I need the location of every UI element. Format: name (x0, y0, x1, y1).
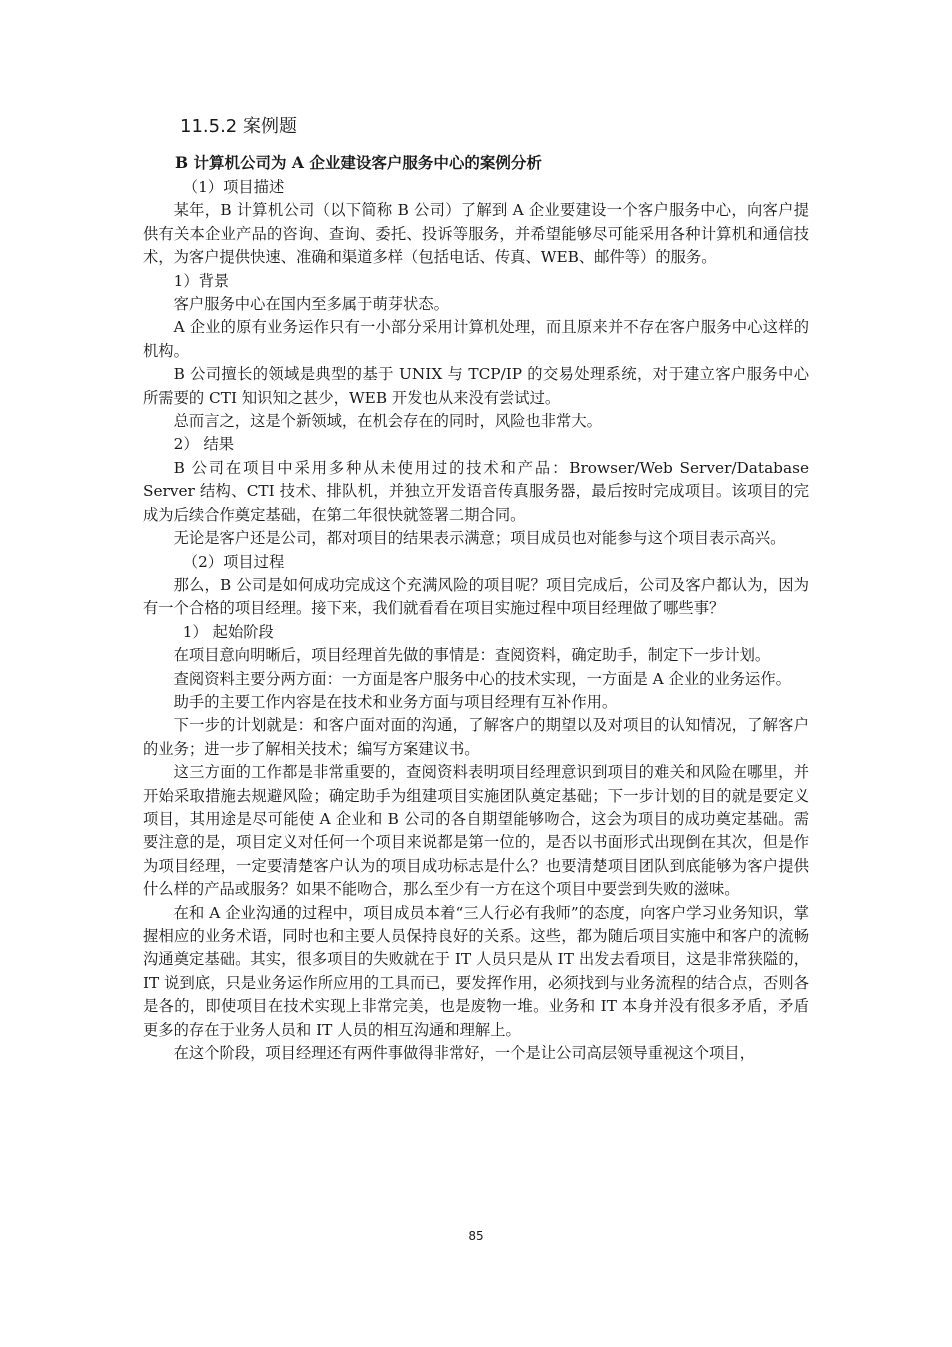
paragraph: 那么，B 公司是如何成功完成这个充满风险的项目呢？项目完成后，公司及客户都认为，因为有一个合格的项目经理。接下来，我们就看看在项目实施过程中项目经理做了哪些事？ (143, 575, 809, 618)
paragraph: 查阅资料主要分两方面：一方面是客户服务中心的技术实现，一方面是 A 企业的业务运作。 (173, 669, 791, 688)
page-number: 85 (468, 1229, 484, 1243)
paragraph: 客户服务中心在国内至多属于萌芽状态。 (173, 295, 449, 314)
paragraph: B 公司擅长的领域是典型的基于 UNIX 与 TCP/IP 的交易处理系统，对于建立客户服务中心所需要的 CTI 知识知之甚少，WEB 开发也从来没有尝试过。 (143, 365, 809, 407)
subheading-project-process: （2）项目过程 (182, 552, 285, 571)
paragraph: 某年，B 计算机公司（以下简称 B 公司）了解到 A 企业要建设一个客户服务中心，向客户提供有关本企业产品的咨询、查询、委托、投诉等服务，并希望能够尽可能采用各种计算机和通信技术，为客户提供快速、准确和渠道多样（包括电话、传真、WEB、邮件等）的服务。 (143, 201, 809, 267)
paragraph: 无论是客户还是公司，都对项目的结果表示满意；项目成员也对能参与这个项目表示高兴。 (173, 529, 786, 548)
paragraph: 在这个阶段，项目经理还有两件事做得非常好，一个是让公司高层领导重视这个项目， (173, 1044, 755, 1063)
subheading-background: 1）背景 (173, 271, 230, 290)
paragraph: 下一步的计划就是：和客户面对面的沟通，了解客户的期望以及对项目的认知情况，了解客户的业务；进一步了解相关技术；编写方案建议书。 (143, 716, 809, 758)
paragraph: 助手的主要工作内容是在技术和业务方面与项目经理有互补作用。 (173, 692, 618, 711)
subheading-initial-stage: 1） 起始阶段 (182, 622, 274, 641)
paragraph: B 公司在项目中采用多种从未使用过的技术和产品：Browser/Web Server/Database Server 结构、CTI 技术、排队机，并独立开发语音传真服务器，最后按时完成项目。该项目的完成为后续合作奠定基础，在第二年很快就签署二期合同。 (143, 458, 809, 524)
paragraph: A 企业的原有业务运作只有一小部分采用计算机处理，而且原来并不存在客户服务中心这样的机构。 (143, 318, 809, 360)
section-heading: 11.5.2 案例题 (180, 116, 297, 137)
body-text (143, 176, 809, 1065)
paragraph: 这三方面的工作都是非常重要的，查阅资料表明项目经理意识到项目的难关和风险在哪里，并开始采取措施去规避风险；确定助手为组建项目实施团队奠定基础；下一步计划的目的就是要定义项目，其用途是尽可能使 A 企业和 B 公司的各自期望能够吻合，这会为项目的成功奠定基础。需要注意的是，项目定义对任何一个项目来说都是第一位的，是否以书面形式出现倒在其次，但是作为项目经理，一定要清楚客户认为的项目成功标志是什么？也要清楚项目团队到底能够为客户提供什么样的产品或服务？如果不能吻合，那么至少有一方在这个项目中要尝到失败的滋味。 (143, 763, 809, 899)
subheading-project-description: （1）项目描述 (182, 178, 285, 196)
paragraph: 在和 A 企业沟通的过程中，项目成员本着“三人行必有我师”的态度，向客户学习业务知识，掌握相应的业务术语，同时也和主要人员保持良好的关系。这些，都为随后项目实施中和客户的流畅沟通奠定基础。其实，很多项目的失败就在于 IT 人员只是从 IT 出发去看项目，这是非常狭隘的，IT 说到底，只是业务运作所应用的工具而已，要发挥作用，必须找到与业务流程的结合点，否则各是各的，即使项目在技术实现上非常完美，也是废物一堆。业务和 IT 本身并没有很多矛盾，矛盾更多的存在于业务人员和 IT 人员的相互沟通和理解上。 (143, 903, 809, 1039)
case-title: B 计算机公司为 A 企业建设客户服务中心的案例分析 (175, 153, 542, 172)
subheading-result: 2） 结果 (173, 435, 235, 454)
paragraph: 在项目意向明晰后，项目经理首先做的事情是：查阅资料，确定助手，制定下一步计划。 (173, 646, 771, 665)
paragraph: 总而言之，这是个新领域，在机会存在的同时，风险也非常大。 (173, 412, 602, 431)
